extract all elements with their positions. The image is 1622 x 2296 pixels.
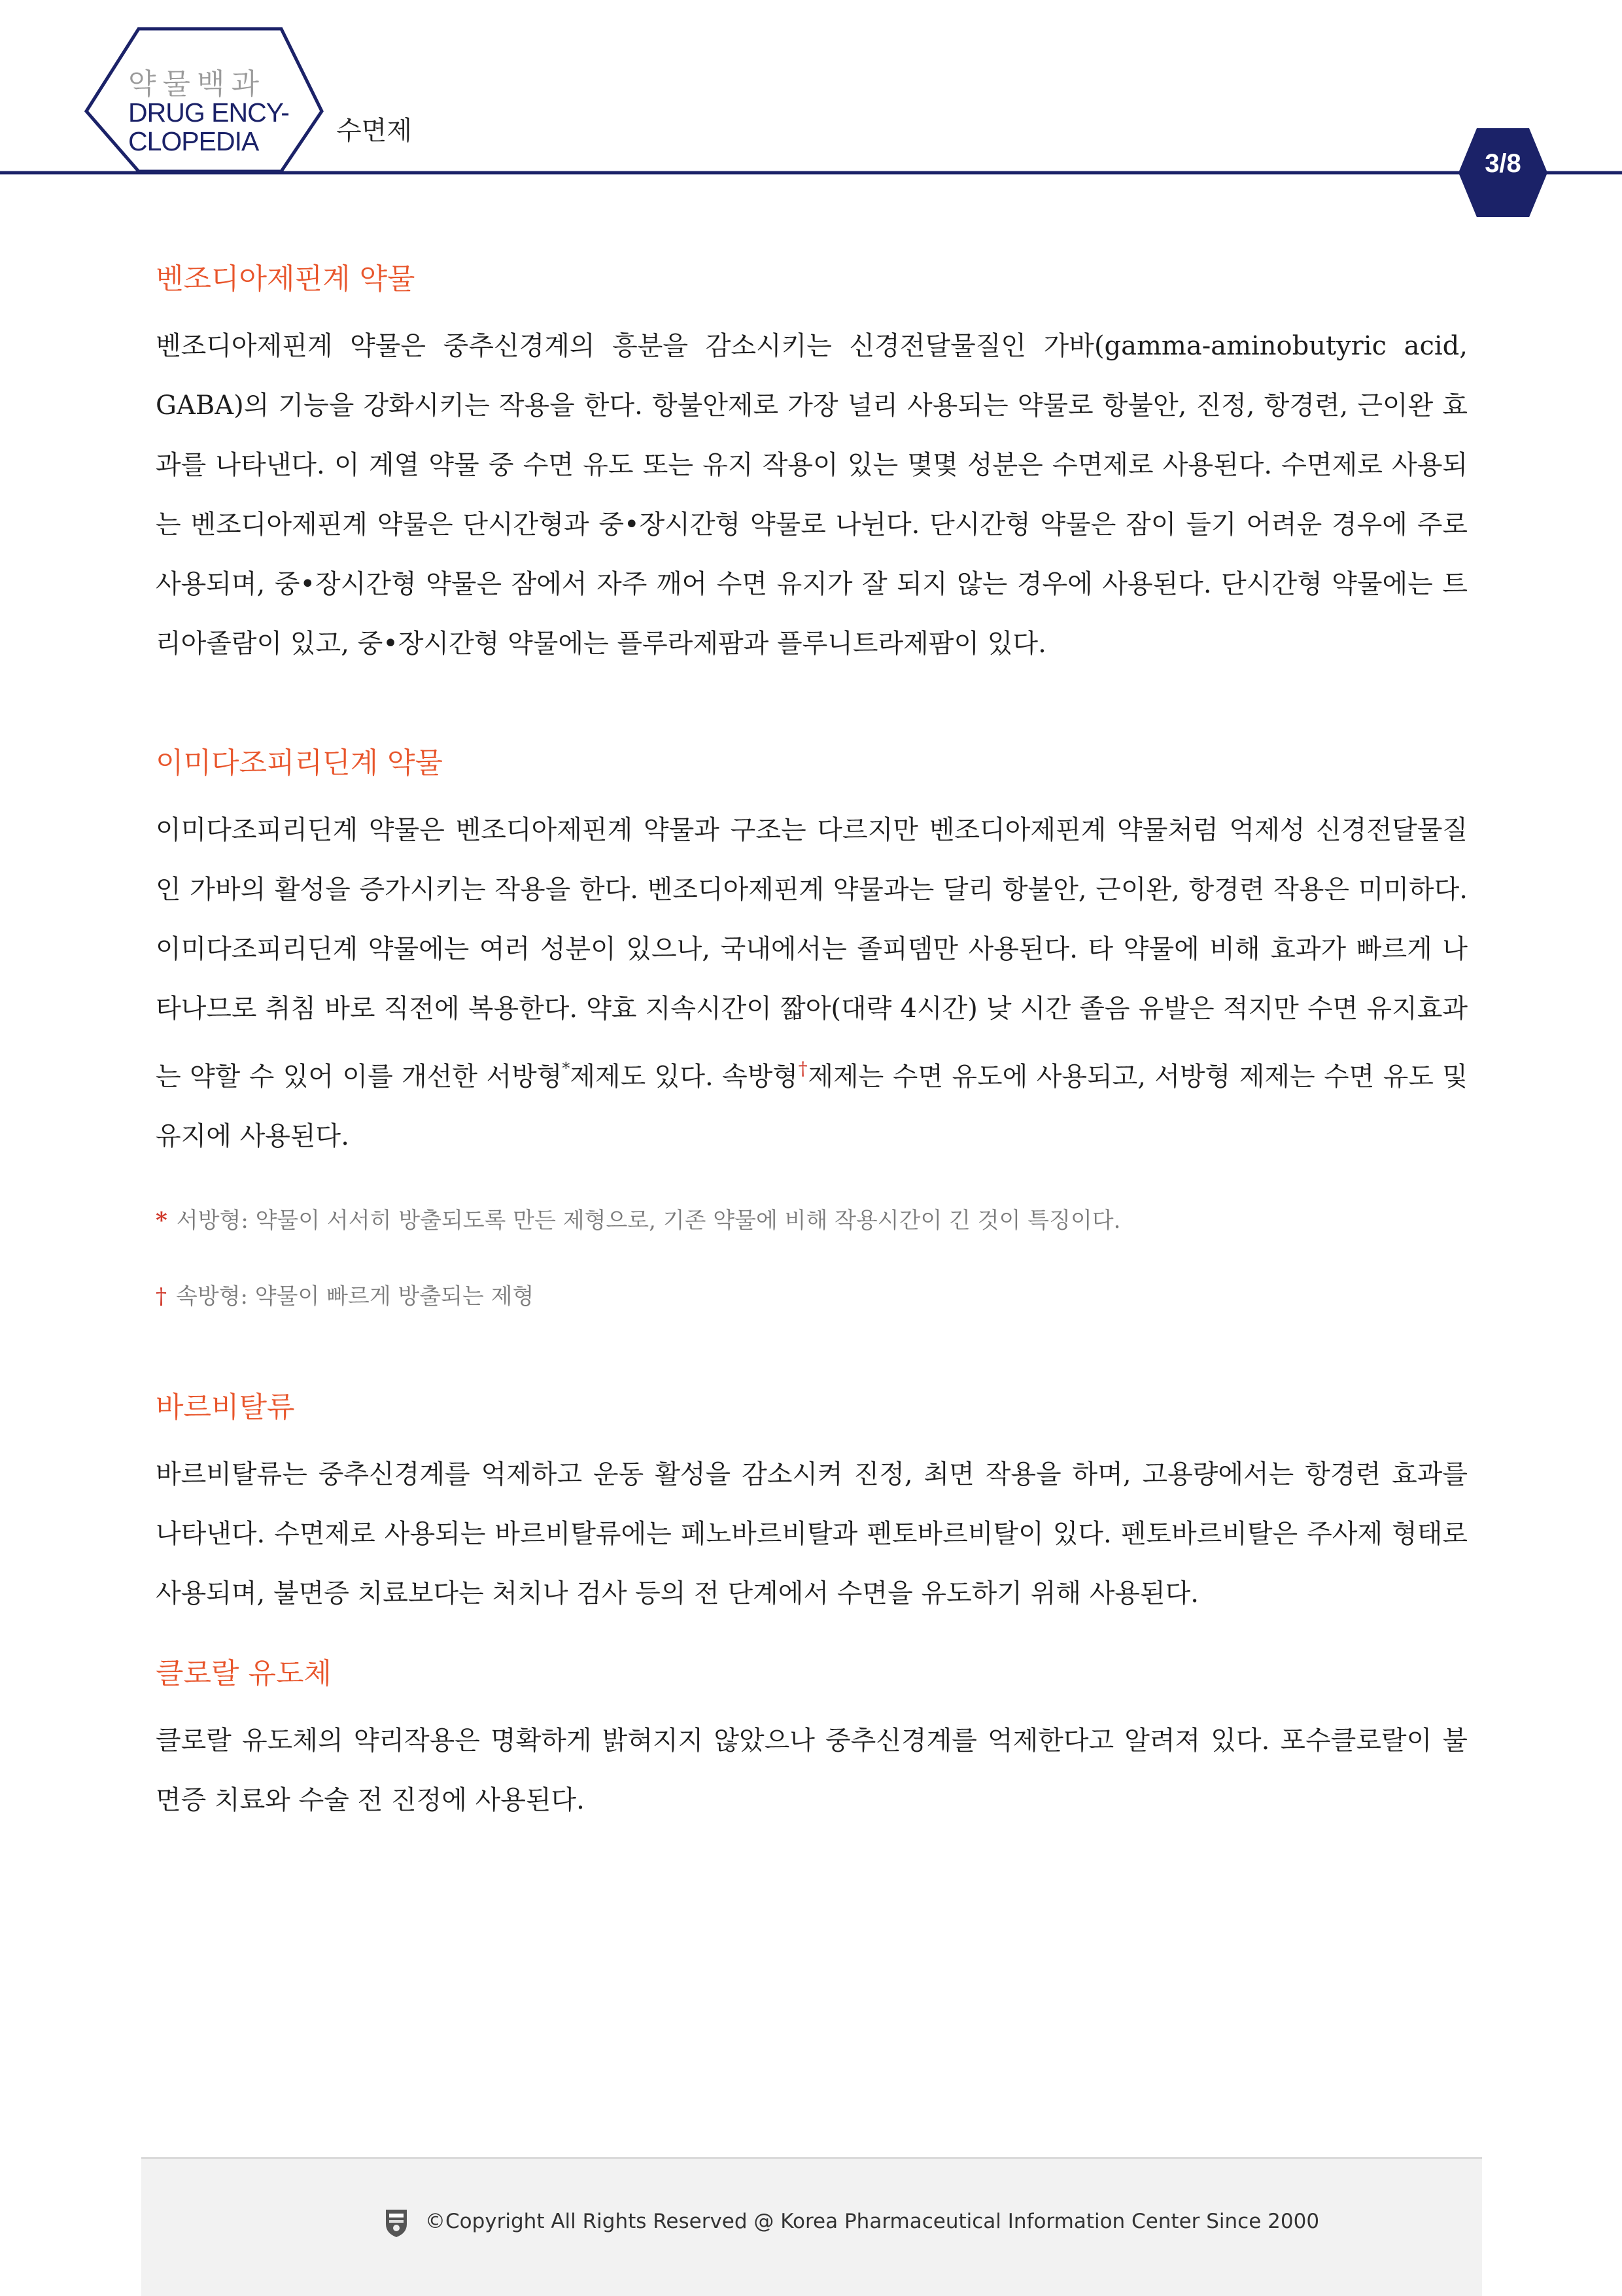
page-indicator: 3/8 <box>1485 149 1521 178</box>
section-title: 이미다조피리딘계 약물 <box>156 746 443 780</box>
section-body: 바르비탈류는 중추신경계를 억제하고 운동 활성을 감소시켜 진정, 최면 작용을 하며, 고용량에서는 항경련 효과를 나타낸다. 수면제로 사용되는 바르비탈류에는 페노바르비탈과 펜토바르비탈이 있다. 펜토바르비탈은 주사제 형태로 사용되며, 불면증 치료보다는 처치나 검사 등의 전 단계에서 수면을 유도하기 위해 사용된다. <box>156 1459 1468 1609</box>
footnote-item <box>156 1206 1468 1236</box>
section-benzodiazepine <box>156 255 1468 674</box>
category-title: 수면제 <box>336 116 412 146</box>
section-title: 바르비탈류 <box>156 1391 295 1424</box>
logo-latin-line2: CLOPEDIA <box>128 126 259 156</box>
section-body <box>156 801 1468 1166</box>
body-part: 이미다조피리딘계 약물은 벤조디아제핀계 약물과 구조는 다르지만 벤조디아제핀계 약물처럼 억제성 신경전달물질인 가바의 활성을 증가시키는 작용을 한다. 벤조디아제핀계 약물과는 달리 항불안, 근이완, 항경련 작용은 미미하다. 이미다조피리딘계 약물에는 여러 성분이 있으나, 국내에서는 졸피뎀만 사용된다. 타 약물에 비해 효과가 빠르게 나타나므로 취침 바로 직전에 복용한다. 약효 지속시간이 짧아(대략 4시간) 낮 시간 졸음 유발은 적지만 수면 유지효과는 약할 수 있어 이를 개선한 서방형 <box>156 815 1468 1092</box>
section-barbiturates <box>156 1383 1468 1624</box>
footnote-mark-dagger: † <box>798 1058 808 1079</box>
body-part: 제제는 수면 유도에 사용되고, 서방형 제제는 수면 유도 및 유지에 사용된다. <box>156 1062 1468 1151</box>
footnote-mark: * <box>156 1208 167 1234</box>
footnote-text: 서방형: 약물이 서서히 방출되도록 만든 제형으로, 기존 약물에 비해 작용시간이 긴 것이 특징이다. <box>176 1208 1121 1234</box>
main-content <box>156 255 1468 1896</box>
section-title: 벤조디아제핀계 약물 <box>156 262 415 296</box>
section-title: 클로랄 유도체 <box>156 1657 332 1690</box>
copyright-text: ©Copyright All Rights Reserved @ Korea Pharmaceutical Information Center Since 2000 <box>425 2210 1320 2233</box>
shield-logo-icon <box>383 2207 409 2238</box>
footnote-text: 속방형: 약물이 빠르게 방출되는 제형 <box>176 1283 534 1310</box>
logo-korean: 약물백과 <box>128 67 266 101</box>
logo-latin <box>128 98 324 156</box>
section-body: 벤조디아제핀계 약물은 중추신경계의 흥분을 감소시키는 신경전달물질인 가바(gamma-aminobutyric acid, GABA)의 기능을 강화시키는 작용을 한다. 항불안제로 가장 널리 사용되는 약물로 항불안, 진정, 항경련, 근이완 효과를 나타낸다. 이 계열 약물 중 수면 유도 또는 유지 작용이 있는 몇몇 성분은 수면제로 사용된다. 수면제로 사용되는 벤조디아제핀계 약물은 단시간형과 중•장시간형 약물로 나뉜다. 단시간형 약물은 잠이 들기 어려운 경우에 주로 사용되며, 중•장시간형 약물은 잠에서 자주 깨어 수면 유지가 잘 되지 않는 경우에 사용된다. 단시간형 약물에는 트리아졸람이 있고, 중•장시간형 약물에는 플루라제팜과 플루니트라제팜이 있다. <box>156 331 1468 659</box>
section-chloral-derivatives <box>156 1650 1468 1830</box>
logo-latin-line1: DRUG ENCY- <box>128 97 289 128</box>
footnotes <box>156 1206 1468 1312</box>
footnote-item <box>156 1281 1468 1312</box>
footnote-mark: † <box>156 1283 167 1310</box>
section-imidazopyridine <box>156 739 1468 1166</box>
footnote-mark-asterisk: * <box>562 1059 570 1077</box>
body-part: 제제도 있다. 속방형 <box>570 1062 798 1092</box>
section-body: 클로랄 유도체의 약리작용은 명확하게 밝혀지지 않았으나 중추신경계를 억제한다고 알려져 있다. 포수클로랄이 불면증 치료와 수술 전 진정에 사용된다. <box>156 1726 1468 1815</box>
